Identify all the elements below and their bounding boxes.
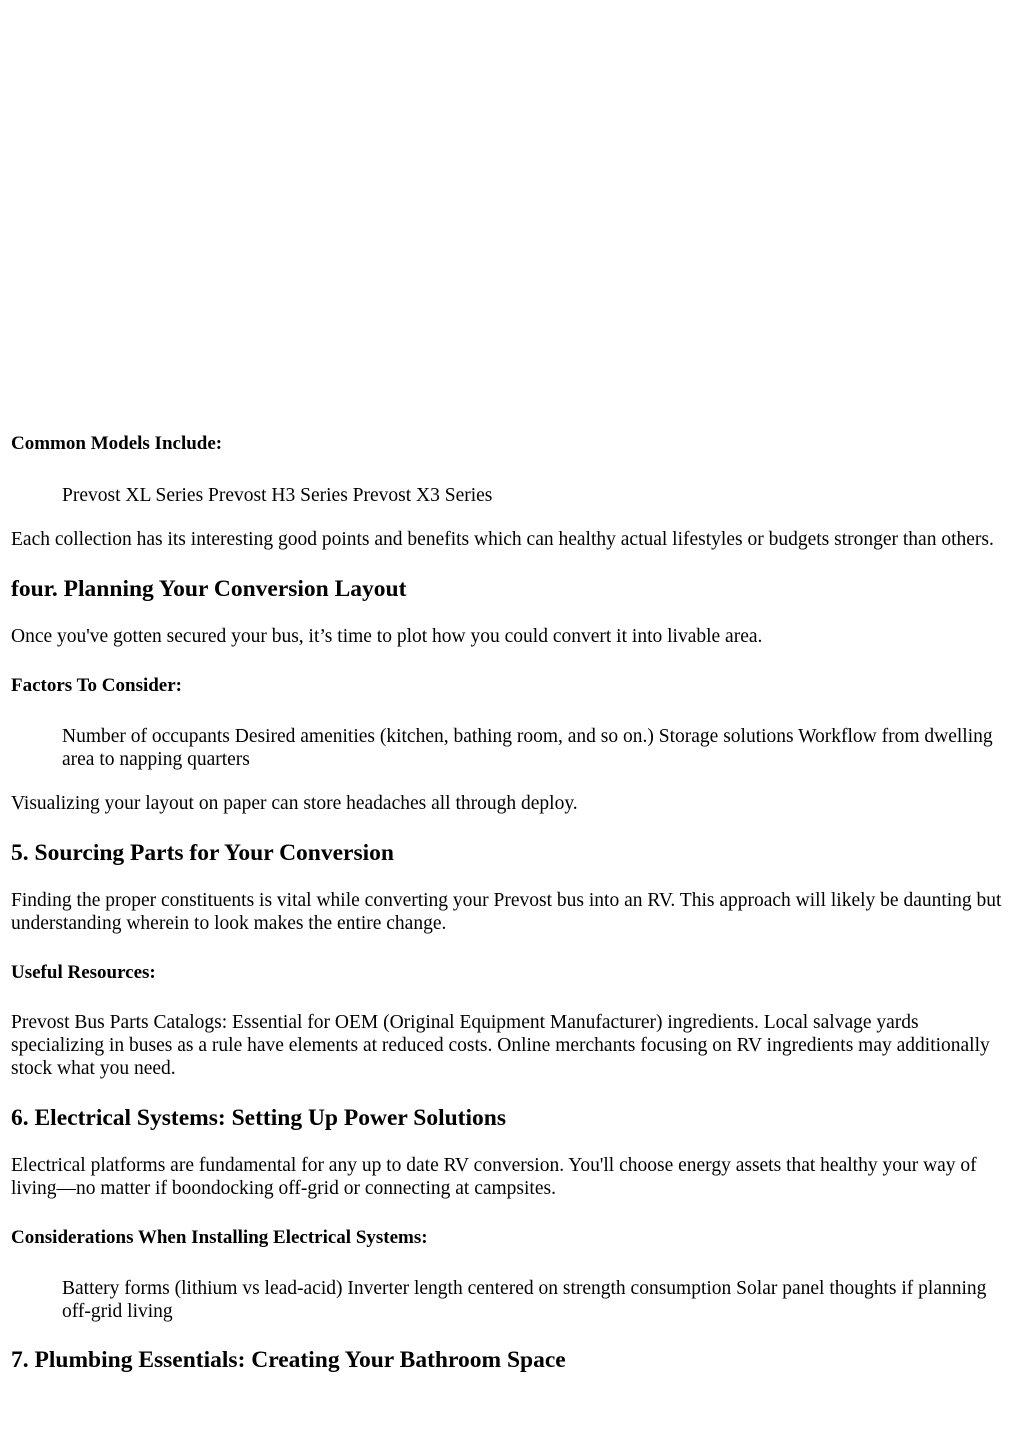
heading-sourcing-parts: 5. Sourcing Parts for Your Conversion xyxy=(11,840,394,866)
factors-label: Factors To Consider: xyxy=(11,675,182,696)
heading-plumbing-essentials: 7. Plumbing Essentials: Creating Your Bathroom Space xyxy=(11,1347,566,1373)
collection-paragraph: Each collection has its interesting good points and benefits which can healthy actual lifestyles or budgets stronger than others. xyxy=(11,529,994,550)
heading-planning-layout: four. Planning Your Conversion Layout xyxy=(11,576,407,602)
resources-paragraph: Prevost Bus Parts Catalogs: Essential for OEM (Original Equipment Manufacturer) ingredients. Local salvage yards specializing in buses as a rule have elements at reduced costs. Online merchants focusing on RV ingredients may additionally stock what you need. xyxy=(11,1012,990,1079)
heading-electrical-systems: 6. Electrical Systems: Setting Up Power Solutions xyxy=(11,1105,506,1131)
electrical-considerations-list: Battery forms (lithium vs lead-acid) Inverter length centered on strength consumption Solar panel thoughts if planning off-grid living xyxy=(62,1278,987,1322)
electrical-paragraph: Electrical platforms are fundamental for any up to date RV conversion. You'll choose energy assets that healthy your way of living—no matter if boondocking off-grid or connecting at campsites. xyxy=(11,1155,977,1199)
factors-list: Number of occupants Desired amenities (kitchen, bathing room, and so on.) Storage solutions Workflow from dwelling area to napping quarters xyxy=(62,726,993,770)
visualizing-paragraph: Visualizing your layout on paper can store headaches all through deploy. xyxy=(11,793,578,814)
sourcing-paragraph: Finding the proper constituents is vital while converting your Prevost bus into an RV. This approach will likely be daunting but understanding wherein to look makes the entire change. xyxy=(11,890,1002,934)
layout-paragraph: Once you've gotten secured your bus, it’s time to plot how you could convert it into livable area. xyxy=(11,626,763,647)
electrical-considerations-label: Considerations When Installing Electrical Systems: xyxy=(11,1227,428,1248)
common-models-label: Common Models Include: xyxy=(11,433,223,454)
common-models-list: Prevost XL Series Prevost H3 Series Prevost X3 Series xyxy=(62,485,493,506)
resources-label: Useful Resources: xyxy=(11,962,156,983)
document-body xyxy=(11,420,1013,1374)
